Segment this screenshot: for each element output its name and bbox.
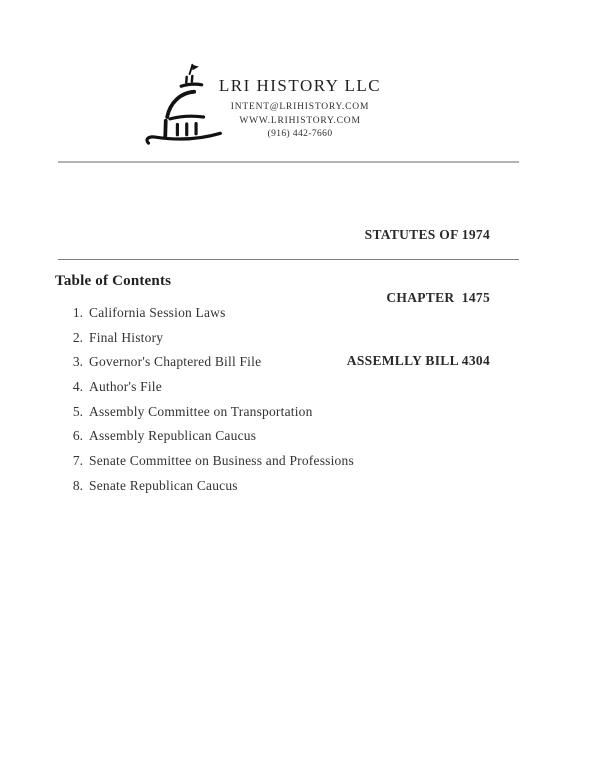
toc-item-number: 1. [72,305,83,320]
toc-item-label: Governor's Chaptered Bill File [89,354,262,370]
toc-item [70,429,354,443]
toc-item-label: Senate Republican Caucus [89,477,238,493]
toc-item [70,454,354,468]
toc-item-number: 7. [72,453,83,469]
statutes-line: STATUTES OF 1974 [364,227,490,242]
company-phone: (916) 442-7660 [267,129,333,139]
company-email: INTENT@LRIHISTORY.COM [230,102,370,112]
assembly-bill-line: ASSEMLLY BILL 4304 [346,353,490,368]
toc-item-number: 8. [72,477,83,493]
toc-item-number: 5. [72,403,83,419]
reference-divider-rule [58,259,519,260]
toc-title: Table of Contents [55,273,172,289]
toc-item [70,405,354,419]
toc-item [70,331,354,345]
toc-item [70,306,354,320]
toc-item [70,380,354,394]
company-website: WWW.LRIHISTORY.COM [239,116,361,126]
header-divider-rule [58,161,519,163]
toc-item-number: 3. [72,354,83,370]
toc-list [70,306,354,504]
toc-item-number: 6. [72,428,83,444]
chapter-line: CHAPTER 1475 [386,290,490,305]
toc-item-number: 2. [72,329,83,345]
toc-item-label: Assembly Committee on Transportation [89,403,313,419]
toc-item-label: Author's File [89,379,162,395]
company-name: LRI HISTORY LLC [218,76,382,95]
statute-reference-block [347,182,490,413]
toc-item-number: 4. [72,379,83,395]
toc-item-label: Final History [89,329,164,345]
toc-item [70,355,354,369]
toc-item-label: Assembly Republican Caucus [89,428,257,444]
toc-item [70,479,354,493]
toc-item-label: Senate Committee on Business and Professions [89,453,354,469]
toc-item-label: California Session Laws [89,305,226,320]
